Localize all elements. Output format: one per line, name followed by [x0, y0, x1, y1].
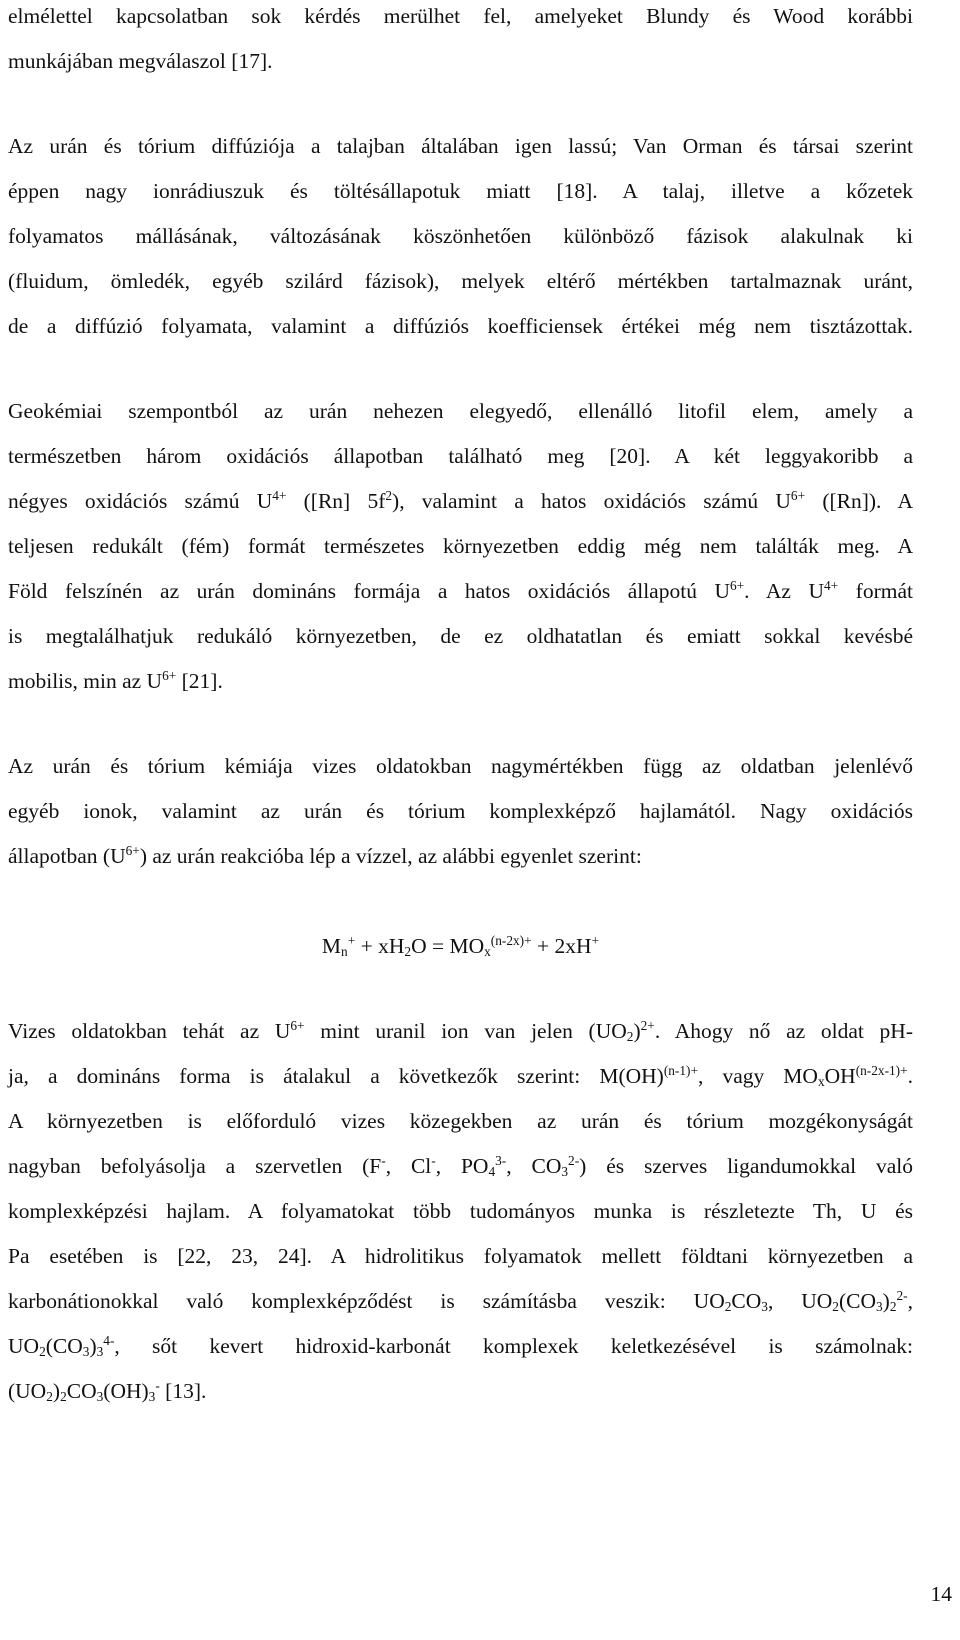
body-text-line: (fluidum, ömledék, egyéb szilárd fázisok), melyek eltérő mértékben tartalmaznak uránt, — [8, 269, 913, 293]
body-text-line: folyamatos mállásának, változásának köszönhetően különböző fázisok alakulnak ki — [8, 224, 913, 248]
body-text-line: Föld felszínén az urán domináns formája a hatos oxidációs állapotú $U^{6+}$. Az $U^{4+}$ formát — [8, 577, 913, 603]
page-number: 14 — [930, 1582, 952, 1606]
body-text-line: Vizes oldatokban tehát az $U^{6+}$ mint uranil ion van jelen $(UO_2)^{2+}$. Ahogy nő az oldat pH- — [8, 1017, 913, 1044]
body-text-line: komplexképzési hajlam. A folyamatokat több tudományos munka is részletezte Th, U és — [8, 1199, 913, 1223]
body-text-line: $UO_2(CO_3)_3^{4-}$, sőt kevert hidroxid-karbonát komplexek keletkezésével is számolnak: — [8, 1332, 913, 1359]
equation: $M_n^+ + xH_2O = MO_x^{(n-2x)+} + 2xH^+$ — [321, 932, 600, 959]
body-text-line: elmélettel kapcsolatban sok kérdés merülhet fel, amelyeket Blundy és Wood korábbi — [8, 4, 913, 28]
body-text-line: is megtalálhatjuk redukáló környezetben, de ez oldhatatlan és emiatt sokkal kevésbé — [8, 624, 913, 648]
body-text-line: mobilis, min az $U^{6+}$ [21]. — [8, 667, 223, 693]
body-text-line: $(UO_2)_2CO_3(OH)_3^-$ [13]. — [8, 1377, 207, 1404]
body-text-line: Pa esetében is [22, 23, 24]. A hidrolitikus folyamatok mellett földtani környezetben a — [8, 1244, 913, 1268]
body-text-line: négyes oxidációs számú $U^{4+}$ ([Rn] $5f^2$), valamint a hatos oxidációs számú $U^{6+}$ ([Rn]). A — [8, 487, 914, 513]
body-text-line: egyéb ionok, valamint az urán és tórium komplexképző hajlamától. Nagy oxidációs — [8, 799, 913, 823]
body-text-line: állapotban $(U^{6+})$ az urán reakcióba lép a vízzel, az alábbi egyenlet szerint: — [8, 842, 642, 868]
body-text-line: nagyban befolyásolja a szervetlen (F-, Cl-, $PO_4^{3-}$, $CO_3^{2-}$) és szerves ligandumokkal való — [8, 1152, 914, 1179]
body-text-line: ja, a domináns forma is átalakul a következők szerint: M(OH)$^{(n-1)+}$, vagy $MO_xOH^{(n-2x-1)+}$. — [8, 1062, 914, 1089]
body-text-line: természetben három oxidációs állapotban található meg [20]. A két leggyakoribb a — [8, 444, 913, 468]
body-text-line: A környezetben is előforduló vizes közegekben az urán és tórium mozgékonyságát — [8, 1109, 913, 1133]
body-text-line: teljesen redukált (fém) formát természetes környezetben eddig még nem találták meg. A — [8, 534, 913, 558]
body-text-line: karbonátionokkal való komplexképződést is számításba veszik: $UO_2CO_3$, $UO_2(CO_3)_2^{2-}$, — [8, 1287, 913, 1314]
body-text-line: munkájában megválaszol [17]. — [8, 49, 273, 73]
body-text-line: de a diffúzió folyamata, valamint a diffúziós koefficiensek értékei még nem tisztázottak. — [8, 314, 913, 338]
body-text-line: Az urán és tórium diffúziója a talajban általában igen lassú; Van Orman és társai szerint — [8, 134, 913, 158]
body-text-line: Az urán és tórium kémiája vizes oldatokban nagymértékben függ az oldatban jelenlévő — [8, 754, 913, 778]
body-text-line: Geokémiai szempontból az urán nehezen elegyedő, ellenálló litofil elem, amely a — [8, 399, 913, 423]
body-text-line: éppen nagy ionrádiuszuk és töltésállapotuk miatt [18]. A talaj, illetve a kőzetek — [8, 179, 913, 203]
